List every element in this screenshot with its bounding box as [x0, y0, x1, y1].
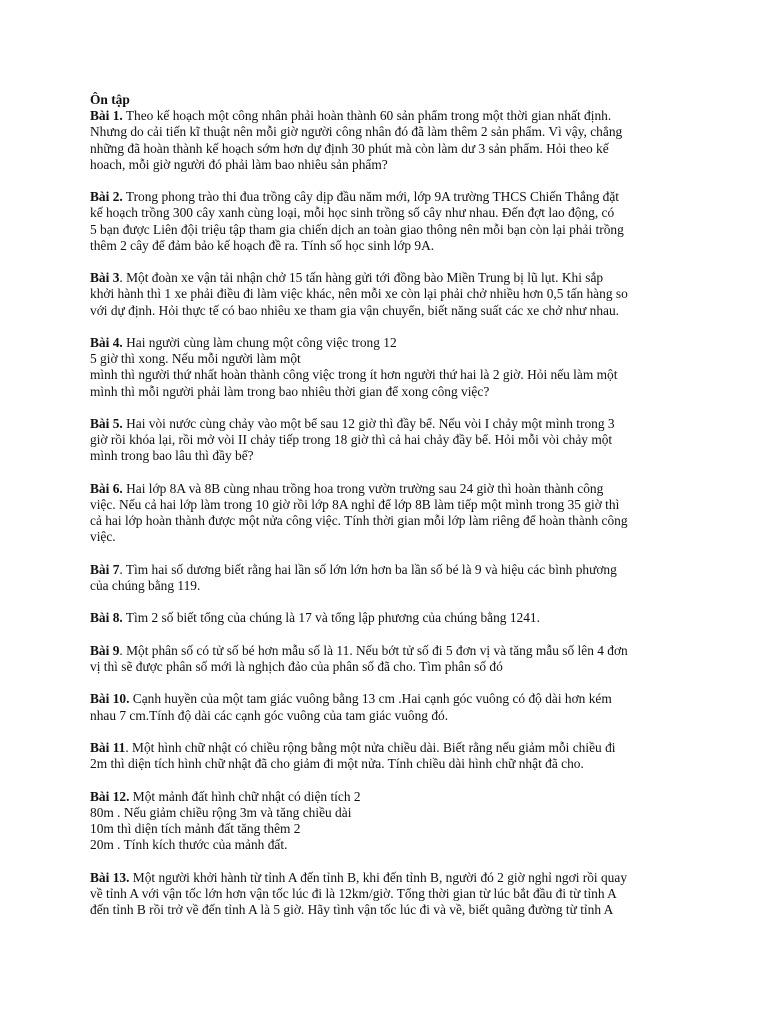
- problem-line: [90, 270, 650, 286]
- problem-1: [90, 108, 650, 173]
- problem-13: [90, 870, 650, 919]
- problem-label: Bài 7: [90, 561, 120, 577]
- problem-line: 2m thì diện tích hình chữ nhật đã cho giảm đi một nửa. Tính chiều dài hình chữ nhật đã cho.: [90, 756, 584, 772]
- problem-line: [90, 740, 650, 756]
- problem-line: [90, 189, 650, 205]
- problem-line: việc. Nếu cả hai lớp làm trong 10 giờ rồi lớp 8A nghỉ để lớp 8B làm tiếp một mình trong 35 giờ thì: [90, 497, 620, 512]
- problem-text: Một mảnh đất hình chữ nhật có diện tích 2: [129, 788, 361, 804]
- problem-label: Bài 11: [90, 739, 126, 755]
- problem-text: . Một phân số có tử số bé hơn mẫu số là 11. Nếu bớt tử số đi 5 đơn vị và tăng mẫu số lên 4 đơn: [119, 642, 628, 658]
- problem-4: [90, 335, 650, 400]
- problem-line: [90, 562, 650, 578]
- problem-label: Bài 2.: [90, 189, 123, 205]
- problem-line: thêm 2 cây để đảm bảo kế hoạch đề ra. Tính số học sinh lớp 9A.: [90, 237, 435, 253]
- problem-line: Nhưng do cải tiến kĩ thuật nên mỗi giờ người công nhân đó đã làm thêm 2 sản phẩm. Vì vậy, chẳng: [90, 124, 623, 140]
- problem-line: của chúng bằng 119.: [90, 578, 201, 593]
- problem-label: Bài 12.: [90, 788, 130, 804]
- problem-line: 20m . Tính kích thước của mảnh đất.: [90, 837, 288, 853]
- problem-text: Hai vòi nước cùng chảy vào một bể sau 12 giờ thì đầy bể. Nếu vòi I chảy một mình trong 3: [122, 416, 615, 431]
- problem-text: Cạnh huyền của một tam giác vuông bằng 13 cm .Hai cạnh góc vuông có độ dài hơn kém: [129, 691, 612, 707]
- problem-10: [90, 691, 650, 723]
- problem-label: Bài 10.: [90, 691, 130, 707]
- problem-line: mình trong bao lâu thì đầy bể?: [90, 448, 254, 464]
- problem-line: hoach, mỗi giờ người đó phải làm bao nhiêu sản phẩm?: [90, 156, 388, 172]
- problem-text: Theo kế hoạch một công nhân phải hoàn thành 60 sản phẩm trong một thời gian nhất định.: [122, 108, 612, 124]
- problem-label: Bài 9: [90, 642, 120, 658]
- problem-line: giờ rồi khóa lại, rồi mở vòi II chảy tiếp trong 18 giờ thì cả hai chảy đầy bể. Hỏi mỗi vòi chảy một: [90, 432, 613, 448]
- problem-line: những đã hoàn thành kế hoạch sớm hơn dự định 30 phút mà còn làm dư 3 sản phẩm. Hỏi theo kế: [90, 140, 609, 156]
- problem-label: Bài 3: [90, 270, 120, 286]
- problem-line: mình thì mỗi người phải làm trong bao nhiêu thời gian để xong công việc?: [90, 383, 490, 399]
- problem-line: cả hai lớp hoàn thành được một nửa công việc. Tính thời gian mỗi lớp làm riêng để hoàn thành công: [90, 513, 628, 529]
- problem-line: đến tỉnh B rồi trở về đến tỉnh A là 5 giờ. Hãy tình vận tốc lúc đi và về, biết quãng đường từ tỉnh A: [90, 901, 614, 917]
- problem-label: Bài 13.: [90, 869, 130, 885]
- problem-text: Hai lớp 8A và 8B cùng nhau trồng hoa trong vườn trường sau 24 giờ thì hoàn thành công: [122, 480, 604, 496]
- problem-6: [90, 481, 650, 546]
- problem-2: [90, 189, 650, 254]
- problem-line: vị thì sẽ được phân số mới là nghịch đảo của phân số đã cho. Tìm phân số đó: [90, 658, 503, 674]
- problem-line: kế hoạch trồng 300 cây xanh cùng loại, mỗi học sinh trồng số cây như nhau. Đến đợt lao động, có: [90, 205, 615, 221]
- problem-line: về tỉnh A với vận tốc lớn hơn vận tốc lúc đi là 12km/giờ. Tổng thời gian từ lúc bắt đầu đi từ tỉnh A: [90, 885, 617, 901]
- problem-text: Tìm 2 số biết tổng của chúng là 17 và tổng lập phương của chúng bằng 1241.: [122, 610, 540, 626]
- problem-text: Hai người cùng làm chung một công việc trong 12: [122, 335, 397, 350]
- document-title: Ôn tập: [90, 92, 130, 107]
- problem-line: 80m . Nếu giảm chiều rộng 3m và tăng chiều dài: [90, 804, 352, 820]
- problem-label: Bài 6.: [90, 480, 123, 496]
- problem-line: [90, 481, 650, 497]
- problem-line: [90, 870, 650, 886]
- problem-line: 10m thì diện tích mảnh đất tăng thêm 2: [90, 820, 301, 836]
- problem-line: [90, 789, 650, 805]
- problem-line: việc.: [90, 529, 116, 545]
- problem-8: [90, 610, 650, 626]
- problem-line: [90, 416, 650, 432]
- problem-label: Bài 1.: [90, 108, 123, 124]
- problem-line: nhau 7 cm.Tính độ dài các cạnh góc vuông của tam giác vuông đó.: [90, 707, 449, 723]
- problem-text: Trong phong trào thi đua trồng cây dịp đầu năm mới, lớp 9A trường THCS Chiến Thắng đặt: [122, 189, 620, 205]
- problem-line: với dự định. Hỏi thực tế có bao nhiêu xe tham gia vận chuyển, biết năng suất các xe chở như nhau.: [90, 302, 620, 318]
- problem-3: [90, 270, 650, 319]
- problem-line: [90, 691, 650, 707]
- problem-text: Một người khởi hành từ tỉnh A đến tỉnh B, khi đến tỉnh B, người đó 2 giờ nghỉ ngơi rồi quay: [129, 869, 628, 885]
- problem-line: 5 giờ thì xong. Nếu mỗi người làm một: [90, 351, 301, 367]
- problem-9: [90, 643, 650, 675]
- problem-7: [90, 562, 650, 594]
- problem-line: [90, 108, 650, 124]
- problem-line: [90, 335, 650, 351]
- problem-line: 5 bạn được Liên đội triệu tập tham gia chiến dịch an toàn giao thông nên mỗi bạn còn lại phải trồng: [90, 221, 624, 237]
- problem-line: [90, 643, 650, 659]
- problem-line: khởi hành thì 1 xe phải điều đi làm việc khác, nên mỗi xe còn lại phải chở nhiều hơn 0,5 tấn hàng so: [90, 286, 628, 302]
- problem-11: [90, 740, 650, 772]
- problem-label: Bài 5.: [90, 416, 123, 431]
- problem-text: . Tìm hai số dương biết rằng hai lần số lớn lớn hơn ba lần số bé là 9 và hiệu các bình phương: [119, 561, 617, 577]
- problem-line: mình thì người thứ nhất hoàn thành công việc trong ít hơn người thứ hai là 2 giờ. Hỏi nếu làm một: [90, 367, 618, 383]
- problem-label: Bài 4.: [90, 335, 123, 350]
- problem-text: . Một hình chữ nhật có chiều rộng bằng một nửa chiều dài. Biết rằng nếu giảm mỗi chiều đi: [125, 739, 616, 755]
- problem-5: [90, 416, 650, 465]
- problem-12: [90, 789, 650, 854]
- document-page: [90, 92, 650, 934]
- problem-text: . Một đoàn xe vận tải nhận chở 15 tấn hàng gửi tới đồng bào Miền Trung bị lũ lụt. Khi sắp: [119, 270, 604, 286]
- problem-line: [90, 610, 650, 626]
- problem-label: Bài 8.: [90, 610, 123, 626]
